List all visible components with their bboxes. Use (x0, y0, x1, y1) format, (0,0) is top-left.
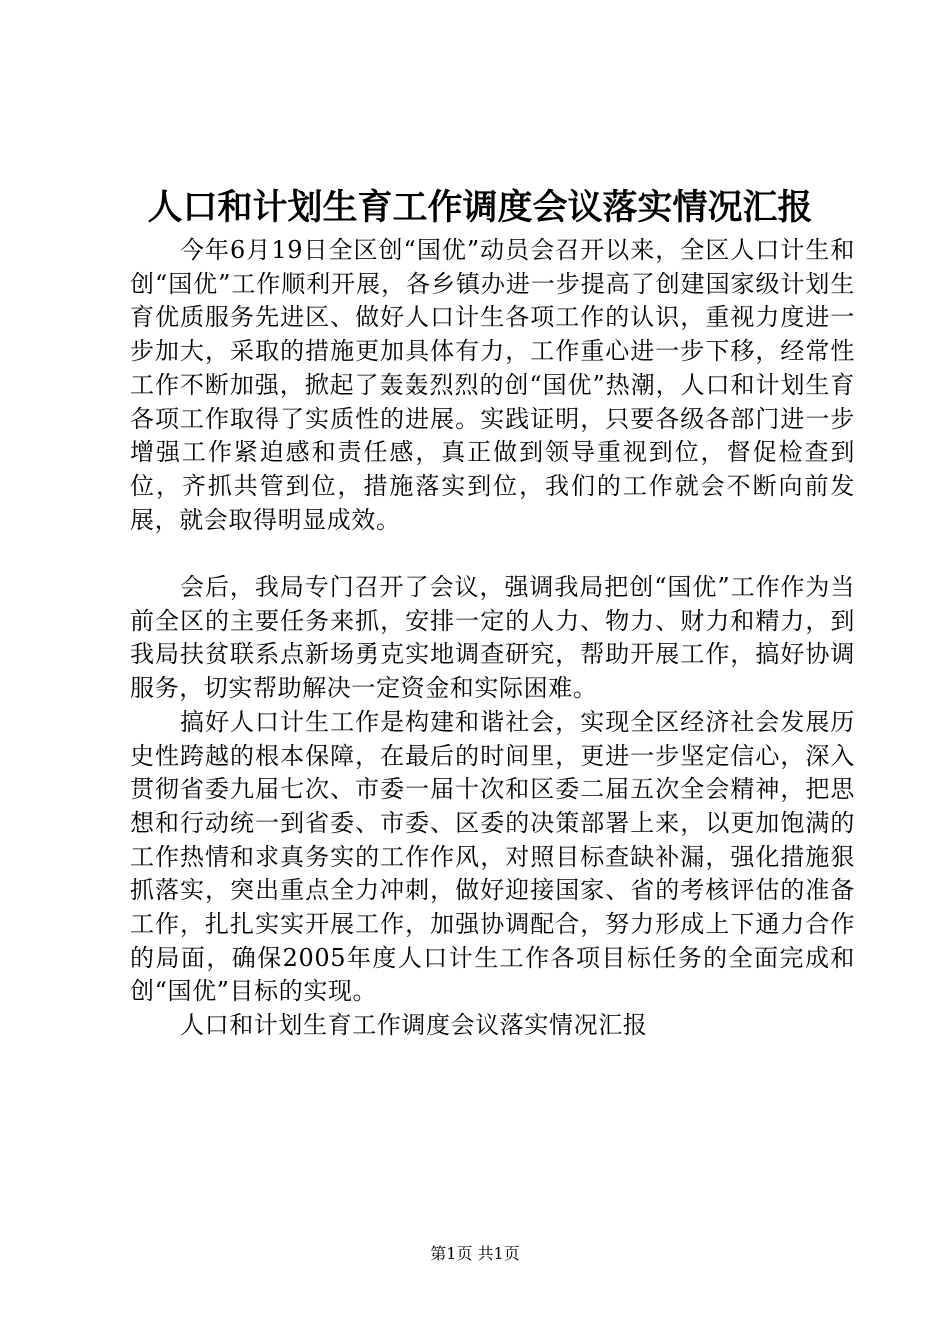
paragraph-1: 今年6月19日全区创“国优”动员会召开以来，全区人口计生和创“国优”工作顺利开展，各乡镇办进一步提高了创建国家级计划生育优质服务先进区、做好人口计生各项工作的认识，重视力度进一步加大，采取的措施更加具体有力，工作重心进一步下移，经常性工作不断加强，掀起了轰轰烈烈的创“国优”热潮，人口和计划生育各项工作取得了实质性的进展。实践证明，只要各级各部门进一步增强工作紧迫感和责任感，真正做到领导重视到位，督促检查到位，齐抓共管到位，措施落实到位，我们的工作就会不断向前发展，就会取得明显成效。 (130, 236, 855, 534)
paragraph-3: 搞好人口计生工作是构建和谐社会，实现全区经济社会发展历史性跨越的根本保障，在最后的时间里，更进一步坚定信心，深入贯彻省委九届七次、市委一届十次和区委二届五次全会精神，把思想和行动统一到省委、市委、区委的决策部署上来，以更加饱满的工作热情和求真务实的工作作风，对照目标查缺补漏，强化措施狠抓落实，突出重点全力冲刺，做好迎接国家、省的考核评估的准备工作，扎扎实实开展工作，加强协调配合，努力形成上下通力合作的局面，确保2005年度人口计生工作各项目标任务的全面完成和创“国优”目标的实现。 (130, 707, 855, 1006)
paragraph-2: 会后，我局专门召开了会议，强调我局把创“国优”工作作为当前全区的主要任务来抓，安排一定的人力、物力、财力和精力，到我局扶贫联系点新场勇克实地调查研究，帮助开展工作，搞好协调服务，切实帮助解决一定资金和实际困难。 (130, 573, 855, 703)
paragraph-gap (130, 537, 855, 571)
page-footer: 第1页 共1页 (430, 1244, 520, 1263)
document-title: 人口和计划生育工作调度会议落实情况汇报 (147, 187, 813, 228)
document-body (130, 234, 855, 1043)
paragraph-4: 人口和计划生育工作调度会议落实情况汇报 (180, 1011, 648, 1040)
